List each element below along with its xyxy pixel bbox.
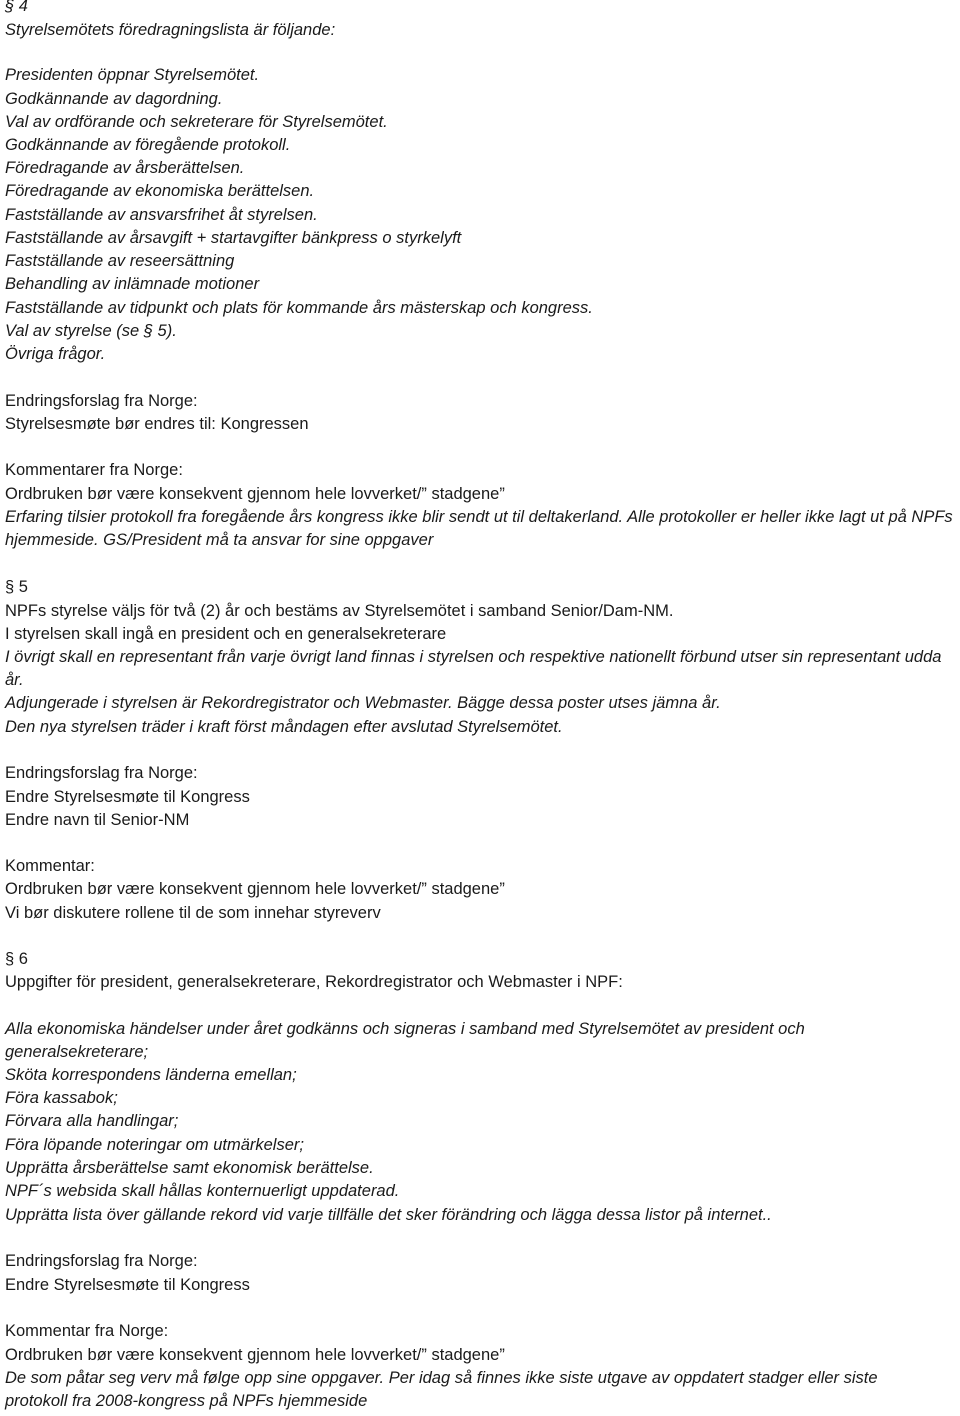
section-5-line xyxy=(5,692,721,715)
agenda-item: Presidenten öppnar Styrelsemötet. xyxy=(5,66,260,84)
comment-text: Vi bør diskutere rollene til de som innehar styreverv xyxy=(5,904,381,922)
comment-label: Kommentarer fra Norge: xyxy=(5,461,183,479)
section-5-line: I övrigt skall en representant från varje övrigt land finnas i styrelsen och respektive nationellt förbund utser sin representant udda år. xyxy=(5,648,942,689)
comment-sentence: GS/President må ta ansvar for sine oppgaver xyxy=(103,531,434,549)
agenda-item: Behandling av inlämnade motioner xyxy=(5,275,260,293)
agenda-item: Övriga frågor. xyxy=(5,345,106,363)
amendment-text: Styrelsesmøte bør endres til: Kongressen xyxy=(5,415,309,433)
section-6-line: Föra kassabok; xyxy=(5,1089,118,1107)
comment-sentence: De som påtar seg verv må følge opp sine oppgaver. xyxy=(5,1369,385,1387)
comment-label: Kommentar fra Norge: xyxy=(5,1322,169,1340)
amendment-label: Endringsforslag fra Norge: xyxy=(5,1252,198,1270)
section-4-intro: Styrelsemötets föredragningslista är följande: xyxy=(5,21,336,39)
section-5-line: I styrelsen skall ingå en president och en generalsekreterare xyxy=(5,625,447,643)
section-6-line: Alla ekonomiska händelser under året godkänns och signeras i samband med Styrelsemötet av president och generalsekreterare; xyxy=(5,1020,805,1061)
section-5-heading: § 5 xyxy=(5,578,28,596)
section-6-line: Upprätta lista över gällande rekord vid varje tillfälle det sker förändring och lägga dessa listor på internet.. xyxy=(5,1206,772,1224)
section-6-line: Föra löpande noteringar om utmärkelser; xyxy=(5,1136,304,1154)
agenda-item: Fastställande av ansvarsfrihet åt styrelsen. xyxy=(5,206,318,224)
section-5-sentence: Adjungerade i styrelsen är Rekordregistrator och Webmaster. xyxy=(5,694,453,712)
comment-text: Ordbruken bør være konsekvent gjennom hele lovverket/” stadgene” xyxy=(5,485,505,503)
section-6-heading: § 6 xyxy=(5,950,28,968)
comment-sentence: Alle protokoller er heller ikke lagt ut på NPFs hjemmeside. xyxy=(5,508,953,549)
amendment-text: Endre Styrelsesmøte til Kongress xyxy=(5,788,250,806)
section-5-line: Den nya styrelsen träder i kraft först måndagen efter avslutad Styrelsemötet. xyxy=(5,718,563,736)
comment-sentence: Erfaring tilsier protokoll fra foregående års kongress ikke blir sendt ut til deltakerland. xyxy=(5,508,624,526)
agenda-item: Godkännande av dagordning. xyxy=(5,90,223,108)
agenda-item: Föredragande av årsberättelsen. xyxy=(5,159,245,177)
section-6-title: Uppgifter för president, generalsekreterare, Rekordregistrator och Webmaster i NPF: xyxy=(5,973,623,991)
section-6-line: Sköta korrespondens länderna emellan; xyxy=(5,1066,297,1084)
section-4-heading: § 4 xyxy=(5,0,28,15)
agenda-item: Fastställande av reseersättning xyxy=(5,252,235,270)
comment-paragraph xyxy=(5,506,957,552)
comment-label: Kommentar: xyxy=(5,857,95,875)
agenda-item: Fastställande av årsavgift + startavgifter bänkpress o styrkelyft xyxy=(5,229,462,247)
amendment-text: Endre navn til Senior-NM xyxy=(5,811,190,829)
comment-sentence: Per idag så finnes ikke siste utgave av oppdatert stadger eller siste protokoll fra 2008-kongress på NPFs hjemmeside xyxy=(5,1369,878,1410)
amendment-label: Endringsforslag fra Norge: xyxy=(5,764,198,782)
section-6-line: NPF´s websida skall hållas konternuerligt uppdaterad. xyxy=(5,1182,400,1200)
comment-text: Ordbruken bør være konsekvent gjennom hele lovverket/” stadgene” xyxy=(5,1346,505,1364)
agenda-item: Val av ordförande och sekreterare för Styrelsemötet. xyxy=(5,113,388,131)
agenda-item: Föredragande av ekonomiska berättelsen. xyxy=(5,182,315,200)
section-5-line: NPFs styrelse väljs för två (2) år och bestäms av Styrelsemötet i samband Senior/Dam-NM. xyxy=(5,602,674,620)
agenda-item: Godkännande av föregående protokoll. xyxy=(5,136,291,154)
comment-paragraph xyxy=(5,1367,925,1413)
section-6-line: Förvara alla handlingar; xyxy=(5,1112,179,1130)
agenda-item: Val av styrelse (se § 5). xyxy=(5,322,177,340)
section-6-line: Upprätta årsberättelse samt ekonomisk berättelse. xyxy=(5,1159,374,1177)
amendment-text: Endre Styrelsesmøte til Kongress xyxy=(5,1276,250,1294)
agenda-item: Fastställande av tidpunkt och plats för kommande års mästerskap och kongress. xyxy=(5,299,593,317)
amendment-label: Endringsforslag fra Norge: xyxy=(5,392,198,410)
comment-text: Ordbruken bør være konsekvent gjennom hele lovverket/” stadgene” xyxy=(5,880,505,898)
section-5-sentence: Bägge dessa poster utses jämna år. xyxy=(457,694,721,712)
